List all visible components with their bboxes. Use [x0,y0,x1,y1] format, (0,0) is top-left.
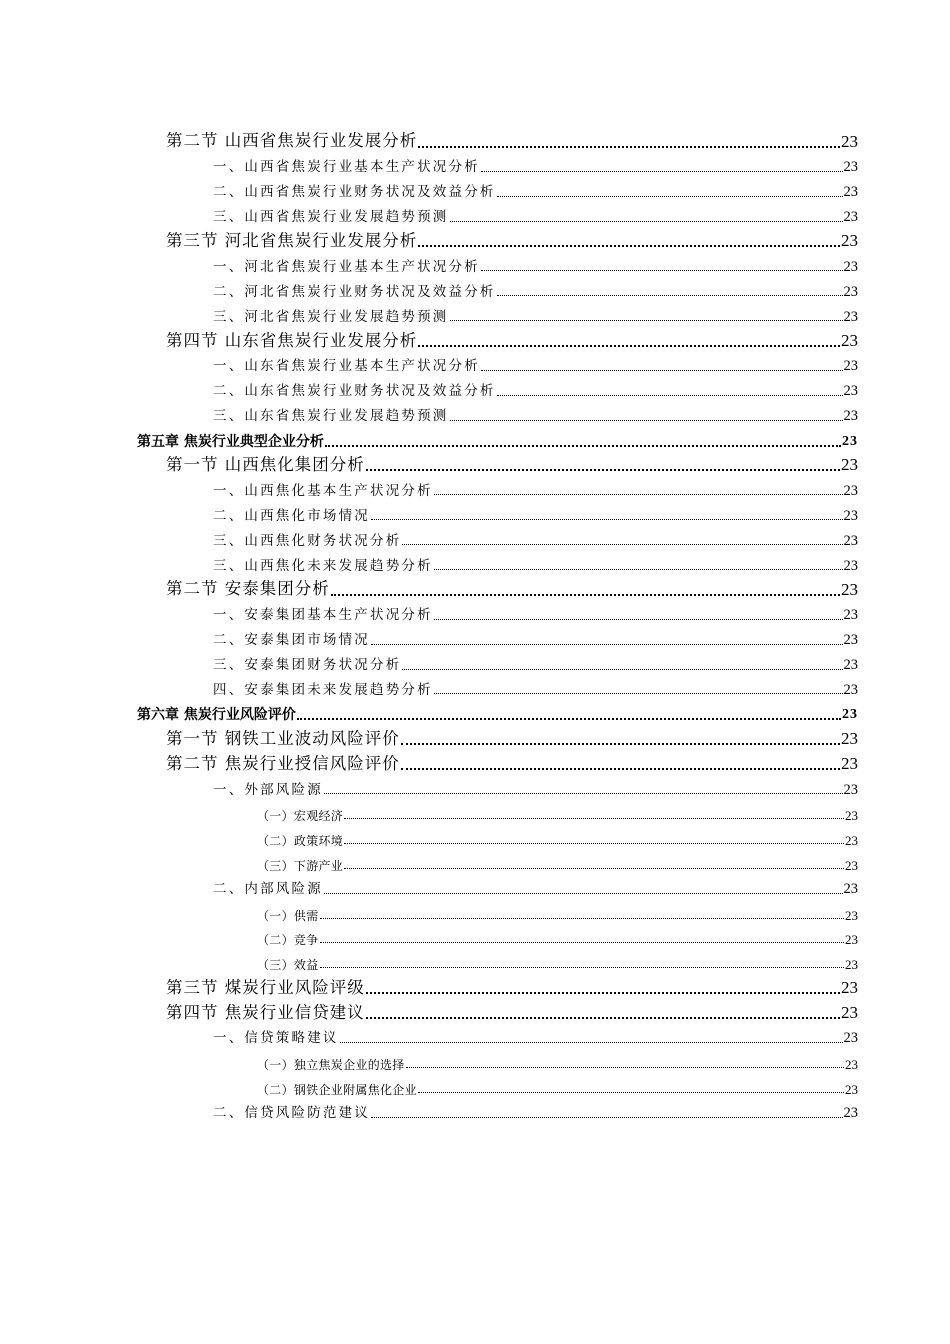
toc-page-number: 23 [841,978,858,998]
toc-entry-item[interactable] [0,499,950,524]
toc-entry-title: 第四节 焦炭行业信贷建议 [166,1002,365,1022]
toc-page-number: 23 [843,657,858,674]
toc-entry-title: 二、河北省焦炭行业财务状况及效益分析 [213,283,496,300]
dot-leader [371,644,843,645]
toc-entry-item[interactable] [0,773,950,798]
toc-entry-item[interactable] [0,400,950,425]
toc-entry-sub[interactable] [0,798,950,823]
toc-page-number: 23 [845,807,858,823]
toc-page-number: 23 [843,184,858,201]
toc-entry-item[interactable] [0,350,950,375]
dot-leader [497,295,843,296]
toc-entry-title: 三、山西焦化未来发展趋势分析 [213,557,433,574]
toc-entry-title: （一）供需 [257,908,319,923]
toc-entry-title: 第一节 钢铁工业波动风险评价 [166,728,400,748]
toc-entry-title: 一、山西焦化基本生产状况分析 [213,482,433,499]
toc-page-number: 23 [843,308,858,325]
dot-leader [324,793,843,794]
toc-entry-sub[interactable] [0,898,950,923]
toc-entry-title: 一、河北省焦炭行业基本生产状况分析 [213,258,480,275]
toc-entry-title: 三、山东省焦炭行业发展趋势预测 [213,408,449,425]
toc-entry-title: 一、山东省焦炭行业基本生产状况分析 [213,358,480,375]
toc-page-number: 23 [843,681,858,698]
toc-page-number: 23 [841,729,858,749]
toc-entry-section[interactable] [0,748,950,773]
toc-page-number: 23 [842,707,858,723]
dot-leader [324,893,843,894]
toc-entry-title: 三、山西省焦炭行业发展趋势预测 [213,209,449,226]
dot-leader [434,619,843,620]
toc-entry-sub[interactable] [0,823,950,848]
toc-entry-item[interactable] [0,474,950,499]
toc-entry-title: 一、山西省焦炭行业基本生产状况分析 [213,159,480,176]
toc-entry-title: 一、安泰集团基本生产状况分析 [213,607,433,624]
toc-page-number: 23 [841,231,858,251]
dot-leader [366,469,840,471]
toc-entry-title: 三、河北省焦炭行业发展趋势预测 [213,308,449,325]
toc-entry-section[interactable] [0,997,950,1022]
toc-entry-section[interactable] [0,325,950,350]
dot-leader [402,669,842,670]
toc-page-number: 23 [843,482,858,499]
dot-leader [325,445,841,447]
toc-entry-item[interactable] [0,375,950,400]
dot-leader [344,868,844,869]
toc-page-number: 23 [843,358,858,375]
dot-leader [401,743,840,745]
dot-leader [450,320,843,321]
dot-leader [497,196,843,197]
toc-entry-item[interactable] [0,524,950,549]
toc-page-number: 23 [843,507,858,524]
toc-entry-title: 一、外部风险源 [213,781,323,798]
toc-entry-chapter[interactable] [0,698,950,723]
toc-entry-sub[interactable] [0,1072,950,1097]
toc-entry-item[interactable] [0,250,950,275]
table-of-contents [0,126,950,1122]
toc-entry-title: （二）钢铁企业附属焦化企业 [257,1082,417,1097]
toc-entry-section[interactable] [0,450,950,475]
toc-page-number: 23 [843,781,858,798]
toc-page-number: 23 [843,557,858,574]
toc-entry-section[interactable] [0,126,950,151]
dot-leader [406,1067,844,1068]
toc-page-number: 23 [843,159,858,176]
toc-entry-title: （三）下游产业 [257,858,344,873]
toc-page-number: 23 [841,579,858,599]
toc-page-number: 23 [845,932,858,948]
toc-entry-title: 第三节 煤炭行业风险评级 [166,977,365,997]
dot-leader [371,519,843,520]
toc-page-number: 23 [845,1056,858,1072]
toc-entry-title: （一）独立焦炭企业的选择 [257,1057,405,1072]
toc-entry-title: 第二节 焦炭行业授信风险评价 [166,753,400,773]
dot-leader [331,594,840,596]
toc-page-number: 23 [841,131,858,151]
toc-entry-title: 第二节 安泰集团分析 [166,579,330,599]
toc-entry-sub[interactable] [0,848,950,873]
toc-entry-sub[interactable] [0,923,950,948]
toc-entry-item[interactable] [0,300,950,325]
dot-leader [371,1117,843,1118]
toc-entry-item[interactable] [0,599,950,624]
dot-leader [481,171,843,172]
toc-entry-section[interactable] [0,723,950,748]
toc-entry-item[interactable] [0,1097,950,1122]
dot-leader [418,146,840,148]
toc-page-number: 23 [841,455,858,475]
toc-entry-item[interactable] [0,176,950,201]
toc-page-number: 23 [842,433,858,449]
toc-page-number: 23 [843,408,858,425]
toc-page-number: 23 [843,881,858,898]
toc-entry-item[interactable] [0,201,950,226]
toc-entry-title: （三）效益 [257,958,319,973]
toc-entry-title: 二、山西省焦炭行业财务状况及效益分析 [213,184,496,201]
toc-entry-section[interactable] [0,574,950,599]
toc-page-number: 23 [843,258,858,275]
toc-page-number: 23 [845,832,858,848]
toc-page-number: 23 [843,283,858,300]
toc-page-number: 23 [841,1003,858,1023]
toc-page-number: 23 [843,1030,858,1047]
toc-entry-chapter[interactable] [0,425,950,450]
dot-leader [340,1042,843,1043]
toc-page-number: 23 [845,1081,858,1097]
toc-entry-title: 第四节 山东省焦炭行业发展分析 [166,330,418,350]
toc-entry-item[interactable] [0,624,950,649]
toc-page-number: 23 [845,857,858,873]
toc-entry-item[interactable] [0,649,950,674]
dot-leader [366,1017,840,1019]
toc-page-number: 23 [843,632,858,649]
toc-entry-title: 二、山东省焦炭行业财务状况及效益分析 [213,383,496,400]
dot-leader [434,693,843,694]
dot-leader [497,395,843,396]
toc-page-number: 23 [845,957,858,973]
toc-page-number: 23 [843,383,858,400]
toc-entry-title: 第五章 焦炭行业典型企业分析 [137,433,324,450]
dot-leader [366,992,840,994]
toc-entry-item[interactable] [0,674,950,699]
toc-entry-title: 三、安泰集团财务状况分析 [213,657,402,674]
toc-entry-section[interactable] [0,972,950,997]
toc-entry-title: （一）宏观经济 [257,808,344,823]
dot-leader [434,569,843,570]
toc-page-number: 23 [845,907,858,923]
toc-entry-item[interactable] [0,549,950,574]
toc-page-number: 23 [843,532,858,549]
toc-page-number: 23 [841,331,858,351]
toc-entry-title: 第三节 河北省焦炭行业发展分析 [166,230,418,250]
dot-leader [418,245,840,247]
dot-leader [297,718,841,720]
dot-leader [481,370,843,371]
dot-leader [320,942,844,943]
dot-leader [344,818,844,819]
toc-entry-title: 二、信贷风险防范建议 [213,1105,370,1122]
dot-leader [320,967,844,968]
toc-entry-title: 第六章 焦炭行业风险评价 [137,707,296,724]
dot-leader [450,420,843,421]
toc-page-number: 23 [843,607,858,624]
toc-entry-sub[interactable] [0,947,950,972]
toc-entry-title: 第二节 山西省焦炭行业发展分析 [166,131,418,151]
dot-leader [320,918,844,919]
dot-leader [402,544,842,545]
dot-leader [418,1092,844,1093]
toc-entry-sub[interactable] [0,1047,950,1072]
toc-entry-title: （二）政策环境 [257,833,344,848]
toc-entry-title: （二）竞争 [257,933,319,948]
toc-page-number: 23 [841,754,858,774]
toc-entry-title: 二、内部风险源 [213,881,323,898]
dot-leader [344,843,844,844]
toc-entry-item[interactable] [0,151,950,176]
toc-entry-item[interactable] [0,873,950,898]
toc-entry-title: 二、安泰集团市场情况 [213,632,370,649]
toc-entry-item[interactable] [0,1022,950,1047]
dot-leader [401,768,840,770]
toc-entry-title: 第一节 山西焦化集团分析 [166,454,365,474]
toc-entry-title: 四、安泰集团未来发展趋势分析 [213,681,433,698]
toc-entry-title: 三、山西焦化财务状况分析 [213,532,402,549]
toc-entry-item[interactable] [0,275,950,300]
dot-leader [481,270,843,271]
toc-entry-title: 二、山西焦化市场情况 [213,507,370,524]
dot-leader [434,494,843,495]
toc-entry-section[interactable] [0,226,950,251]
toc-entry-title: 一、信贷策略建议 [213,1030,339,1047]
dot-leader [450,221,843,222]
toc-page-number: 23 [843,1105,858,1122]
dot-leader [418,345,840,347]
toc-page-number: 23 [843,209,858,226]
